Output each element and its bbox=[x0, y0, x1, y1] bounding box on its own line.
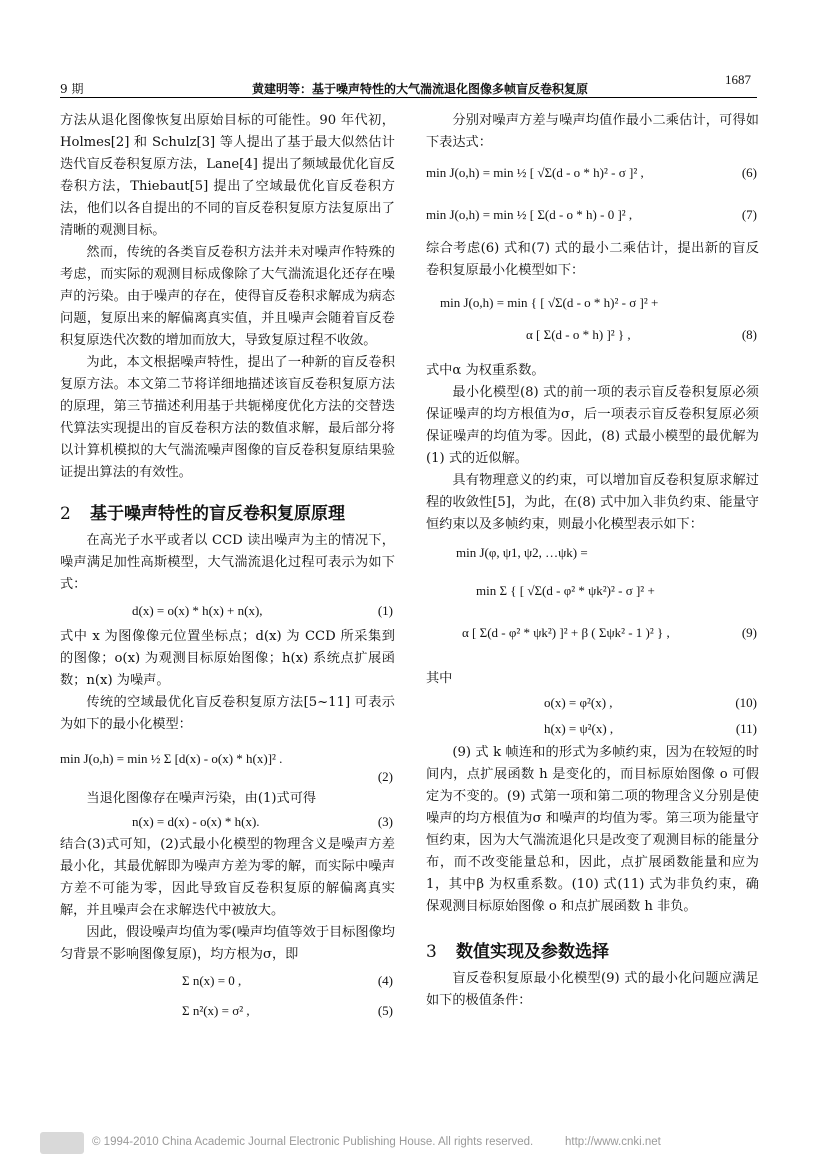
running-header bbox=[60, 72, 755, 96]
equation-body: d(x) = o(x) * h(x) + n(x), bbox=[132, 603, 263, 618]
equation-body: min J(o,h) = min ½ [ Σ(d - o * h) - 0 ]² , bbox=[426, 207, 633, 222]
equation bbox=[426, 690, 759, 716]
equation bbox=[426, 716, 759, 742]
page-footer bbox=[40, 1132, 780, 1156]
equation bbox=[60, 996, 395, 1026]
equation-number: (5) bbox=[377, 1003, 393, 1018]
paragraph: 分别对噪声方差与噪声均值作最小二乘估计，可得如下表达式： bbox=[426, 113, 759, 150]
paragraph: 结合(3)式可知，(2)式最小化模型的物理含义是噪声方差最小化，其最优解即为噪声方差为零的解，而实际中噪声方差不可能为零，因此导致盲反卷积复原的解偏离真实解，并且噪声会在求解迭代中被放大。 bbox=[60, 837, 395, 918]
equation-line: min Σ { [ √Σ(d - φ² * ψk²)² - σ ]² + bbox=[476, 583, 655, 598]
section-title: 数值实现及参数选择 bbox=[456, 942, 609, 962]
paragraph: 综合考虑(6) 式和(7) 式的最小二乘估计，提出新的盲反卷积复原最小化模型如下： bbox=[426, 241, 759, 278]
paragraph: 在高光子水平或者以 CCD 读出噪声为主的情况下，噪声满足加性高斯模型，大气湍流退化过程可表示为如下式： bbox=[60, 533, 395, 592]
copyright-text: © 1994-2010 China Academic Journal Electronic Publishing House. All rights reserved. bbox=[92, 1136, 534, 1148]
running-title: 黄建明等：基于噪声特性的大气湍流退化图像多帧盲反卷积复原 bbox=[252, 82, 589, 96]
section-heading bbox=[60, 502, 395, 526]
paragraph: 然而，传统的各类盲反卷积方法并未对噪声作特殊的考虑，而实际的观测目标成像除了大气湍流退化还存在噪声的污染。由于噪声的存在，使得盲反卷积求解成为病态问题，复原出来的解偏离真实值，并且噪声会随着盲反卷积复原迭代次数的增加而放大，导致复原过程不收敛。 bbox=[60, 245, 395, 348]
equation bbox=[426, 154, 759, 196]
section-number: 3 bbox=[426, 942, 437, 962]
page-number: 1687 bbox=[725, 72, 751, 87]
paragraph: 其中 bbox=[426, 671, 453, 686]
equation-number: (8) bbox=[741, 327, 757, 342]
paragraph: 式中α 为权重系数。 bbox=[426, 363, 545, 378]
paragraph: 盲反卷积复原最小化模型(9) 式的最小化问题应满足如下的极值条件： bbox=[426, 971, 759, 1008]
equation bbox=[426, 196, 759, 238]
equation-body: h(x) = ψ²(x) , bbox=[544, 721, 614, 736]
equation bbox=[60, 966, 395, 996]
right-column bbox=[426, 110, 759, 1012]
paragraph: 方法从退化图像恢复出原始目标的可能性。90 年代初，Holmes[2] 和 Schulz[3] 等人提出了基于最大似然估计迭代盲反卷积复原方法，Lane[4] 提出了频域最优化盲反卷积方法，Thiebaut[5] 提出了空域最优化盲反卷积方法，他们以各自提出的不同的盲反卷积复原方法复原出了清晰的观测目标。 bbox=[60, 113, 395, 238]
equation bbox=[426, 536, 759, 668]
equation-body: Σ n²(x) = σ² , bbox=[182, 1003, 250, 1018]
equation-line: α [ Σ(d - o * h) ]² } , bbox=[526, 327, 631, 342]
paragraph: 式中 x 为图像像元位置坐标点；d(x) 为 CCD 所采集到的图像；o(x) 为观测目标原始图像；h(x) 系统点扩展函数；n(x) 为噪声。 bbox=[60, 629, 395, 688]
footer-link[interactable]: http://www.cnki.net bbox=[565, 1136, 661, 1148]
paragraph: 具有物理意义的约束，可以增加盲反卷积复原求解过程的收敛性[5]，为此，在(8) 式中加入非负约束、能量守恒约束以及多帧约束，则最小化模型表示如下： bbox=[426, 473, 759, 532]
left-column bbox=[60, 110, 395, 1026]
equation bbox=[60, 596, 395, 626]
section-title: 基于噪声特性的盲反卷积复原原理 bbox=[90, 504, 345, 524]
equation-number: (9) bbox=[741, 625, 757, 640]
equation-number: (1) bbox=[377, 603, 393, 618]
equation-number: (10) bbox=[735, 695, 757, 710]
equation bbox=[426, 282, 759, 360]
paragraph: 传统的空域最优化盲反卷积复原方法[5~11] 可表示为如下的最小化模型： bbox=[60, 695, 395, 732]
equation bbox=[60, 810, 395, 834]
equation-number: (3) bbox=[377, 814, 393, 829]
equation-number: (7) bbox=[741, 207, 757, 222]
equation-number: (2) bbox=[377, 769, 393, 784]
paragraph: 最小化模型(8) 式的前一项的表示盲反卷积复原必须保证噪声的均方根值为σ，后一项表示盲反卷积复原必须保证噪声的均值为零。因此，(8) 式最小模型的最优解为(1) 式的近似解。 bbox=[426, 385, 759, 466]
equation-number: (11) bbox=[735, 721, 757, 736]
equation-body: min J(o,h) = min ½ [ √Σ(d - o * h)² - σ ]² , bbox=[426, 165, 644, 180]
cnki-logo-icon bbox=[40, 1132, 84, 1154]
equation-number: (6) bbox=[741, 165, 757, 180]
equation-line: α [ Σ(d - φ² * ψk²) ]² + β ( Σψk² - 1 )² } , bbox=[462, 625, 670, 640]
equation-body: n(x) = d(x) - o(x) * h(x). bbox=[132, 814, 260, 829]
equation-body: o(x) = φ²(x) , bbox=[544, 695, 613, 710]
equation-line: min J(φ, ψ1, ψ2, …ψk) = bbox=[456, 545, 588, 560]
paragraph: 为此，本文根据噪声特性，提出了一种新的盲反卷积复原方法。本文第二节将详细地描述该盲反卷积复原方法的原理，第三节描述利用基于共轭梯度优化方法的交替迭代算法实现提出的盲反卷积方法的数值求解，最后部分将以计算机模拟的大气湍流噪声图像的盲反卷积复原结果验证提出算法的有效性。 bbox=[60, 355, 395, 480]
equation-body: Σ n(x) = 0 , bbox=[182, 973, 242, 988]
header-rule bbox=[60, 97, 757, 98]
paragraph: (9) 式 k 帧连和的形式为多帧约束，因为在较短的时间内，点扩展函数 h 是变化的，而目标原始图像 o 可假定为不变的。(9) 式第一项和第二项的物理含义分别是使噪声的均方根值为σ 和噪声的均值为零。第三项为能量守恒约束，因为大气湍流退化只是改变了观测目标的能量分布，而不改变能量总和，因此，点扩展函数能量和应为 1，其中β 为权重系数。(10) 式(11) 式为非负约束，确保观测目标原始图像 o 和点扩展函数 h 非负。 bbox=[426, 745, 759, 914]
paragraph: 当退化图像存在噪声污染，由(1)式可得 bbox=[86, 791, 317, 806]
equation-body: min J(o,h) = min ½ Σ [d(x) - o(x) * h(x)]² . bbox=[60, 751, 283, 766]
section-number: 2 bbox=[60, 504, 71, 524]
paragraph: 因此，假设噪声均值为零(噪声均值等效于目标图像均匀背景不影响图像复原)，均方根为σ，即 bbox=[60, 925, 395, 962]
equation-line: min J(o,h) = min { [ √Σ(d - o * h)² - σ ]² + bbox=[440, 295, 659, 310]
equation-number: (4) bbox=[377, 973, 393, 988]
issue-label: 9 期 bbox=[60, 82, 84, 96]
section-heading bbox=[426, 940, 759, 964]
equation bbox=[60, 736, 395, 788]
